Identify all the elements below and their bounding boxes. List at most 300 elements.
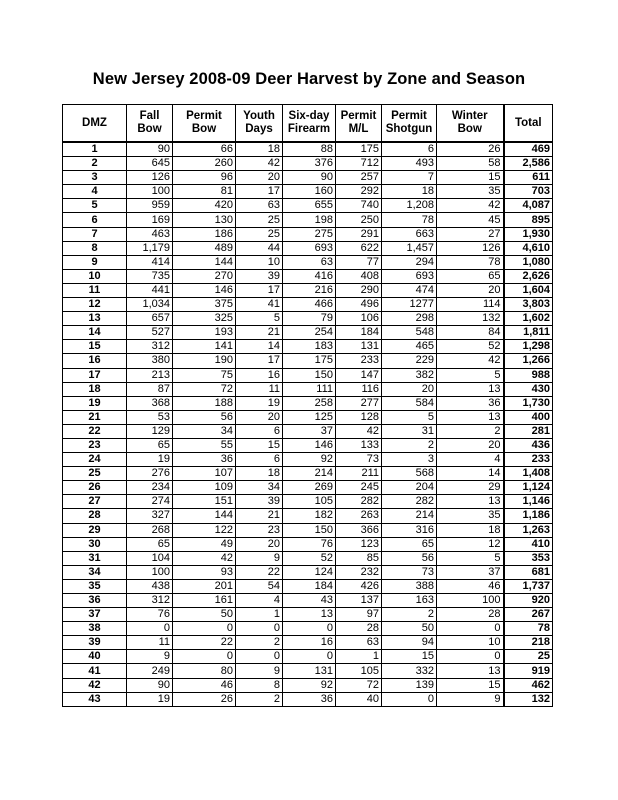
table-cell: 13 — [437, 382, 504, 396]
table-cell: 54 — [236, 579, 283, 593]
table-cell: 249 — [127, 664, 173, 678]
dmz-cell: 2 — [63, 157, 127, 171]
table-cell: 292 — [336, 185, 382, 199]
total-cell: 436 — [504, 438, 553, 452]
table-cell: 52 — [437, 340, 504, 354]
table-cell: 126 — [127, 171, 173, 185]
dmz-cell: 18 — [63, 382, 127, 396]
table-row — [63, 650, 553, 664]
table-cell: 22 — [173, 636, 236, 650]
table-cell: 53 — [127, 410, 173, 424]
table-row — [63, 326, 553, 340]
table-cell: 420 — [173, 199, 236, 213]
table-cell: 10 — [236, 255, 283, 269]
table-cell: 0 — [236, 650, 283, 664]
table-cell: 6 — [236, 424, 283, 438]
table-cell: 182 — [283, 509, 336, 523]
dmz-cell: 40 — [63, 650, 127, 664]
table-cell: 63 — [236, 199, 283, 213]
table-cell: 693 — [382, 269, 437, 283]
dmz-cell: 30 — [63, 537, 127, 551]
table-cell: 49 — [173, 537, 236, 551]
table-cell: 122 — [173, 523, 236, 537]
table-cell: 0 — [236, 622, 283, 636]
table-cell: 19 — [127, 453, 173, 467]
table-cell: 5 — [437, 551, 504, 565]
table-row — [63, 523, 553, 537]
table-cell: 146 — [173, 283, 236, 297]
table-cell: 5 — [437, 368, 504, 382]
table-cell: 0 — [382, 692, 437, 706]
table-cell: 229 — [382, 354, 437, 368]
table-cell: 11 — [236, 382, 283, 396]
total-cell: 1,124 — [504, 481, 553, 495]
dmz-cell: 21 — [63, 410, 127, 424]
table-cell: 100 — [127, 185, 173, 199]
table-cell: 42 — [236, 157, 283, 171]
table-cell: 233 — [336, 354, 382, 368]
table-cell: 250 — [336, 213, 382, 227]
table-row — [63, 255, 553, 269]
table-cell: 388 — [382, 579, 437, 593]
total-cell: 1,186 — [504, 509, 553, 523]
table-row — [63, 509, 553, 523]
table-cell: 41 — [236, 298, 283, 312]
dmz-cell: 6 — [63, 213, 127, 227]
table-cell: 104 — [127, 551, 173, 565]
table-cell: 56 — [382, 551, 437, 565]
column-header-line2: Shotgun — [385, 123, 433, 135]
column-header-line1: Winter — [451, 110, 488, 122]
column-header-line1: Six-day — [288, 110, 330, 122]
table-cell: 20 — [437, 438, 504, 452]
table-cell: 234 — [127, 481, 173, 495]
dmz-cell: 5 — [63, 199, 127, 213]
table-row — [63, 664, 553, 678]
dmz-cell: 24 — [63, 453, 127, 467]
table-cell: 90 — [127, 678, 173, 692]
table-row — [63, 495, 553, 509]
table-row — [63, 396, 553, 410]
table-row — [63, 622, 553, 636]
table-cell: 214 — [382, 509, 437, 523]
table-cell: 474 — [382, 283, 437, 297]
table-cell: 7 — [382, 171, 437, 185]
table-cell: 42 — [437, 354, 504, 368]
table-cell: 169 — [127, 213, 173, 227]
table-cell: 1,208 — [382, 199, 437, 213]
table-cell: 214 — [283, 467, 336, 481]
table-row — [63, 227, 553, 241]
dmz-cell: 43 — [63, 692, 127, 706]
table-row — [63, 354, 553, 368]
table-cell: 2 — [382, 438, 437, 452]
dmz-cell: 7 — [63, 227, 127, 241]
table-cell: 144 — [173, 509, 236, 523]
total-cell: 681 — [504, 565, 553, 579]
table-cell: 184 — [336, 326, 382, 340]
table-cell: 161 — [173, 594, 236, 608]
total-cell: 4,610 — [504, 241, 553, 255]
dmz-cell: 22 — [63, 424, 127, 438]
table-row — [63, 213, 553, 227]
dmz-cell: 37 — [63, 608, 127, 622]
table-cell: 9 — [236, 551, 283, 565]
page-title: New Jersey 2008-09 Deer Harvest by Zone and Season — [92, 70, 526, 88]
table-cell: 124 — [283, 565, 336, 579]
table-cell: 72 — [336, 678, 382, 692]
table-cell: 201 — [173, 579, 236, 593]
table-cell: 42 — [437, 199, 504, 213]
table-row — [63, 692, 553, 706]
table-cell: 15 — [437, 171, 504, 185]
table-cell: 254 — [283, 326, 336, 340]
table-row — [63, 312, 553, 326]
table-cell: 76 — [283, 537, 336, 551]
table-cell: 28 — [437, 608, 504, 622]
table-cell: 366 — [336, 523, 382, 537]
table-cell: 18 — [236, 142, 283, 157]
table-cell: 375 — [173, 298, 236, 312]
table-cell: 46 — [173, 678, 236, 692]
column-header-line2: M/L — [348, 123, 369, 135]
dmz-cell: 1 — [63, 142, 127, 157]
total-cell: 919 — [504, 664, 553, 678]
table-row — [63, 438, 553, 452]
table-cell: 211 — [336, 467, 382, 481]
column-header — [504, 105, 553, 143]
table-cell: 13 — [437, 664, 504, 678]
table-cell: 1,457 — [382, 241, 437, 255]
table-cell: 130 — [173, 213, 236, 227]
table-cell: 290 — [336, 283, 382, 297]
column-header — [236, 105, 283, 143]
table-cell: 146 — [283, 438, 336, 452]
table-cell: 316 — [382, 523, 437, 537]
table-cell: 160 — [283, 185, 336, 199]
total-cell: 132 — [504, 692, 553, 706]
table-row — [63, 424, 553, 438]
table-cell: 73 — [382, 565, 437, 579]
table-cell: 40 — [336, 692, 382, 706]
table-cell: 150 — [283, 523, 336, 537]
table-cell: 25 — [236, 213, 283, 227]
table-cell: 382 — [382, 368, 437, 382]
table-cell: 3 — [382, 453, 437, 467]
table-cell: 175 — [283, 354, 336, 368]
dmz-cell: 29 — [63, 523, 127, 537]
column-header-line1: Permit — [186, 110, 222, 122]
table-cell: 190 — [173, 354, 236, 368]
table-cell: 18 — [382, 185, 437, 199]
table-cell: 63 — [283, 255, 336, 269]
table-cell: 213 — [127, 368, 173, 382]
table-cell: 97 — [336, 608, 382, 622]
dmz-cell: 26 — [63, 481, 127, 495]
table-cell: 257 — [336, 171, 382, 185]
total-cell: 353 — [504, 551, 553, 565]
table-cell: 31 — [382, 424, 437, 438]
table-row — [63, 283, 553, 297]
table-cell: 90 — [283, 171, 336, 185]
table-cell: 15 — [236, 438, 283, 452]
column-header-line2: Days — [245, 123, 273, 135]
table-cell: 276 — [127, 467, 173, 481]
table-cell: 6 — [382, 142, 437, 157]
table-cell: 463 — [127, 227, 173, 241]
table-cell: 94 — [382, 636, 437, 650]
table-row — [63, 467, 553, 481]
table-cell: 65 — [382, 537, 437, 551]
table-cell: 20 — [382, 382, 437, 396]
table-cell: 39 — [236, 495, 283, 509]
table-cell: 56 — [173, 410, 236, 424]
table-cell: 184 — [283, 579, 336, 593]
table-cell: 12 — [437, 537, 504, 551]
table-row — [63, 410, 553, 424]
table-cell: 25 — [236, 227, 283, 241]
table-cell: 45 — [437, 213, 504, 227]
dmz-cell: 41 — [63, 664, 127, 678]
table-cell: 19 — [127, 692, 173, 706]
table-cell: 125 — [283, 410, 336, 424]
table-row — [63, 157, 553, 171]
dmz-cell: 16 — [63, 354, 127, 368]
table-body — [63, 142, 553, 706]
table-cell: 65 — [437, 269, 504, 283]
table-cell: 0 — [437, 650, 504, 664]
table-cell: 438 — [127, 579, 173, 593]
table-row — [63, 453, 553, 467]
total-cell: 1,602 — [504, 312, 553, 326]
table-cell: 137 — [336, 594, 382, 608]
table-cell: 105 — [283, 495, 336, 509]
table-row — [63, 579, 553, 593]
table-cell: 76 — [127, 608, 173, 622]
table-cell: 298 — [382, 312, 437, 326]
table-cell: 65 — [127, 537, 173, 551]
dmz-cell: 25 — [63, 467, 127, 481]
column-header — [283, 105, 336, 143]
total-cell: 1,604 — [504, 283, 553, 297]
table-cell: 131 — [336, 340, 382, 354]
dmz-cell: 31 — [63, 551, 127, 565]
total-cell: 2,586 — [504, 157, 553, 171]
table-cell: 5 — [382, 410, 437, 424]
table-cell: 20 — [236, 537, 283, 551]
table-cell: 183 — [283, 340, 336, 354]
table-cell: 294 — [382, 255, 437, 269]
table-cell: 163 — [382, 594, 437, 608]
table-cell: 20 — [236, 410, 283, 424]
table-row — [63, 185, 553, 199]
table-cell: 35 — [437, 185, 504, 199]
table-cell: 0 — [173, 622, 236, 636]
table-cell: 109 — [173, 481, 236, 495]
table-cell: 107 — [173, 467, 236, 481]
column-header-line1: Total — [514, 116, 542, 129]
dmz-cell: 19 — [63, 396, 127, 410]
table-cell: 408 — [336, 269, 382, 283]
total-cell: 218 — [504, 636, 553, 650]
total-cell: 25 — [504, 650, 553, 664]
total-cell: 1,730 — [504, 396, 553, 410]
table-cell: 465 — [382, 340, 437, 354]
table-cell: 26 — [173, 692, 236, 706]
table-cell: 188 — [173, 396, 236, 410]
total-cell: 988 — [504, 368, 553, 382]
table-cell: 19 — [236, 396, 283, 410]
dmz-cell: 23 — [63, 438, 127, 452]
table-cell: 132 — [437, 312, 504, 326]
total-cell: 400 — [504, 410, 553, 424]
total-cell: 4,087 — [504, 199, 553, 213]
table-cell: 5 — [236, 312, 283, 326]
dmz-cell: 36 — [63, 594, 127, 608]
table-cell: 2 — [382, 608, 437, 622]
column-header-line1: Fall — [139, 110, 160, 122]
column-header — [127, 105, 173, 143]
table-cell: 34 — [236, 481, 283, 495]
table-row — [63, 340, 553, 354]
table-cell: 21 — [236, 509, 283, 523]
column-header — [382, 105, 437, 143]
table-cell: 34 — [173, 424, 236, 438]
table-cell: 37 — [283, 424, 336, 438]
table-row — [63, 537, 553, 551]
column-header — [173, 105, 236, 143]
total-cell: 1,263 — [504, 523, 553, 537]
table-cell: 11 — [127, 636, 173, 650]
table-cell: 426 — [336, 579, 382, 593]
table-cell: 489 — [173, 241, 236, 255]
table-cell: 79 — [283, 312, 336, 326]
table-cell: 55 — [173, 438, 236, 452]
table-cell: 50 — [382, 622, 437, 636]
column-header-line1: Youth — [243, 110, 275, 122]
total-cell: 1,080 — [504, 255, 553, 269]
total-cell: 2,626 — [504, 269, 553, 283]
table-cell: 282 — [382, 495, 437, 509]
table-cell: 268 — [127, 523, 173, 537]
column-header — [437, 105, 504, 143]
table-cell: 22 — [236, 565, 283, 579]
table-cell: 959 — [127, 199, 173, 213]
table-cell: 198 — [283, 213, 336, 227]
table-cell: 90 — [127, 142, 173, 157]
table-cell: 441 — [127, 283, 173, 297]
dmz-cell: 17 — [63, 368, 127, 382]
total-cell: 469 — [504, 142, 553, 157]
table-row — [63, 594, 553, 608]
table-cell: 10 — [437, 636, 504, 650]
table-cell: 50 — [173, 608, 236, 622]
dmz-cell: 38 — [63, 622, 127, 636]
table-cell: 14 — [437, 467, 504, 481]
table-row — [63, 382, 553, 396]
total-cell: 1,811 — [504, 326, 553, 340]
table-row — [63, 241, 553, 255]
dmz-cell: 28 — [63, 509, 127, 523]
total-cell: 462 — [504, 678, 553, 692]
table-cell: 368 — [127, 396, 173, 410]
table-cell: 13 — [437, 495, 504, 509]
dmz-cell: 27 — [63, 495, 127, 509]
table-cell: 46 — [437, 579, 504, 593]
table-cell: 282 — [336, 495, 382, 509]
table-cell: 77 — [336, 255, 382, 269]
table-cell: 100 — [127, 565, 173, 579]
table-cell: 16 — [236, 368, 283, 382]
table-cell: 663 — [382, 227, 437, 241]
table-cell: 36 — [173, 453, 236, 467]
table-cell: 21 — [236, 326, 283, 340]
table-cell: 2 — [437, 424, 504, 438]
table-cell: 87 — [127, 382, 173, 396]
table-cell: 735 — [127, 269, 173, 283]
table-row — [63, 199, 553, 213]
table-cell: 186 — [173, 227, 236, 241]
table-row — [63, 269, 553, 283]
total-cell: 703 — [504, 185, 553, 199]
dmz-cell: 13 — [63, 312, 127, 326]
table-cell: 380 — [127, 354, 173, 368]
table-cell: 42 — [173, 551, 236, 565]
table-cell: 126 — [437, 241, 504, 255]
table-cell: 270 — [173, 269, 236, 283]
dmz-cell: 14 — [63, 326, 127, 340]
table-cell: 150 — [283, 368, 336, 382]
table-cell: 8 — [236, 678, 283, 692]
table-header-row — [63, 105, 553, 143]
column-header-line2: Bow — [191, 123, 217, 135]
total-cell: 410 — [504, 537, 553, 551]
table-cell: 39 — [236, 269, 283, 283]
table-cell: 100 — [437, 594, 504, 608]
dmz-cell: 4 — [63, 185, 127, 199]
table-cell: 269 — [283, 481, 336, 495]
table-cell: 1 — [336, 650, 382, 664]
table-cell: 0 — [283, 650, 336, 664]
table-cell: 42 — [336, 424, 382, 438]
table-cell: 6 — [236, 453, 283, 467]
table-cell: 131 — [283, 664, 336, 678]
dmz-cell: 42 — [63, 678, 127, 692]
dmz-cell: 9 — [63, 255, 127, 269]
table-cell: 275 — [283, 227, 336, 241]
total-cell: 1,146 — [504, 495, 553, 509]
table-cell: 78 — [437, 255, 504, 269]
dmz-cell: 8 — [63, 241, 127, 255]
table-cell: 291 — [336, 227, 382, 241]
table-row — [63, 142, 553, 157]
table-cell: 20 — [236, 171, 283, 185]
table-cell: 325 — [173, 312, 236, 326]
table-cell: 18 — [437, 523, 504, 537]
table-cell: 63 — [336, 636, 382, 650]
table-row — [63, 608, 553, 622]
table-cell: 1,179 — [127, 241, 173, 255]
table-cell: 141 — [173, 340, 236, 354]
total-cell: 1,930 — [504, 227, 553, 241]
table-cell: 43 — [283, 594, 336, 608]
table-cell: 15 — [382, 650, 437, 664]
table-cell: 568 — [382, 467, 437, 481]
table-cell: 13 — [283, 608, 336, 622]
total-cell: 1,408 — [504, 467, 553, 481]
table-cell: 1,034 — [127, 298, 173, 312]
dmz-cell: 34 — [63, 565, 127, 579]
